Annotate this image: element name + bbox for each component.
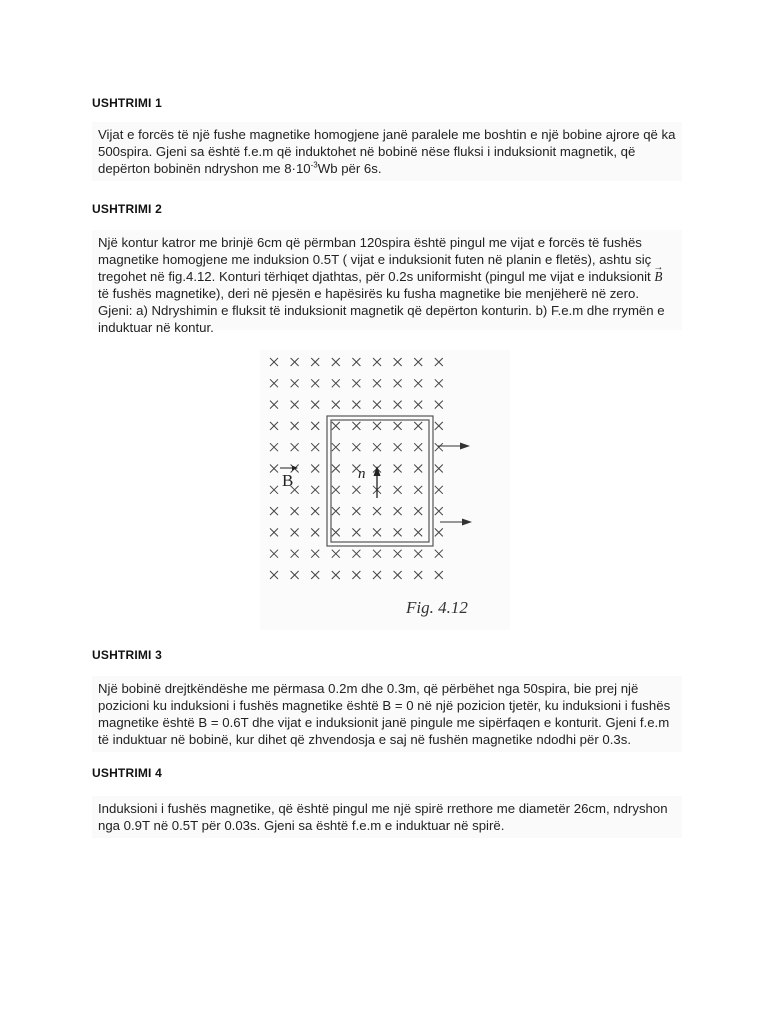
vector-b-symbol: → B — [654, 269, 662, 284]
ex2-text-a: Një kontur katror me brinjë 6cm që përmban 120spira është pingul me vijat e forcës të fushës magnetike homogjene me induksion 0.5T ( vijat e induksionit futen në planin e fletës), ashtu siç tregohet në fig.4.12. Konturi tërhiqet djathtas, për 0.2s uniformisht (pingul me vijat e induksionit — [98, 235, 655, 284]
ex1-text-main: Vijat e forcës të një fushe magnetike homogjene janë paralele me boshtin e një bobine ajrore që ka 500spira. Gjeni sa është f.e.m që induktohet në bobinë nëse fluksi i induksionit magnetik, që depërton bobinën ndryshon me 8·10 — [98, 127, 676, 176]
ex1-text — [92, 122, 682, 181]
ex1-title: USHTRIMI 1 — [92, 96, 163, 110]
ex3-title: USHTRIMI 3 — [92, 648, 163, 662]
n-label: n — [358, 466, 366, 482]
figure-4-12 — [260, 350, 510, 630]
figure-caption: Fig. 4.12 — [406, 598, 468, 617]
ex2-text — [92, 230, 682, 335]
ex1-exponent: -3 — [310, 160, 318, 170]
ex1-text-end: Wb për 6s. — [317, 161, 382, 176]
figure-background — [260, 350, 510, 630]
b-label: B — [282, 471, 294, 490]
ex3-text: Një bobinë drejtkëndëshe me përmasa 0.2m dhe 0.3m, që përbëhet nga 50spira, bie prej një pozicioni ku induksioni i fushës magnetike është B = 0 në një pozicion tjetër, ku induksioni i fushës magnetike është B = 0.6T dhe vijat e induksionit janë pingule me sipërfaqen e konturit. Gjeni f.e.m të induktuar në bobinë, kur dihet që zhvendosja e saj në fushën magnetike ndodhi për 0.3s. — [92, 676, 682, 752]
ex2-text-b: të fushës magnetike), deri në pjesën e hapësirës ku fusha magnetike bie menjëherë në zero. Gjeni: a) Ndryshimin e fluksit të induksionit magnetik që depërton konturin. b) F.e.m dhe rrymën e induktuar në kontur. — [98, 286, 665, 335]
ex4-text: Induksioni i fushës magnetike, që është pingul me një spirë rrethore me diametër 26cm, ndryshon nga 0.9T në 0.5T për 0.03s. Gjeni sa është f.e.m e induktuar në spirë. — [92, 796, 682, 838]
ex2-title: USHTRIMI 2 — [92, 202, 163, 216]
ex4-title: USHTRIMI 4 — [92, 766, 163, 780]
